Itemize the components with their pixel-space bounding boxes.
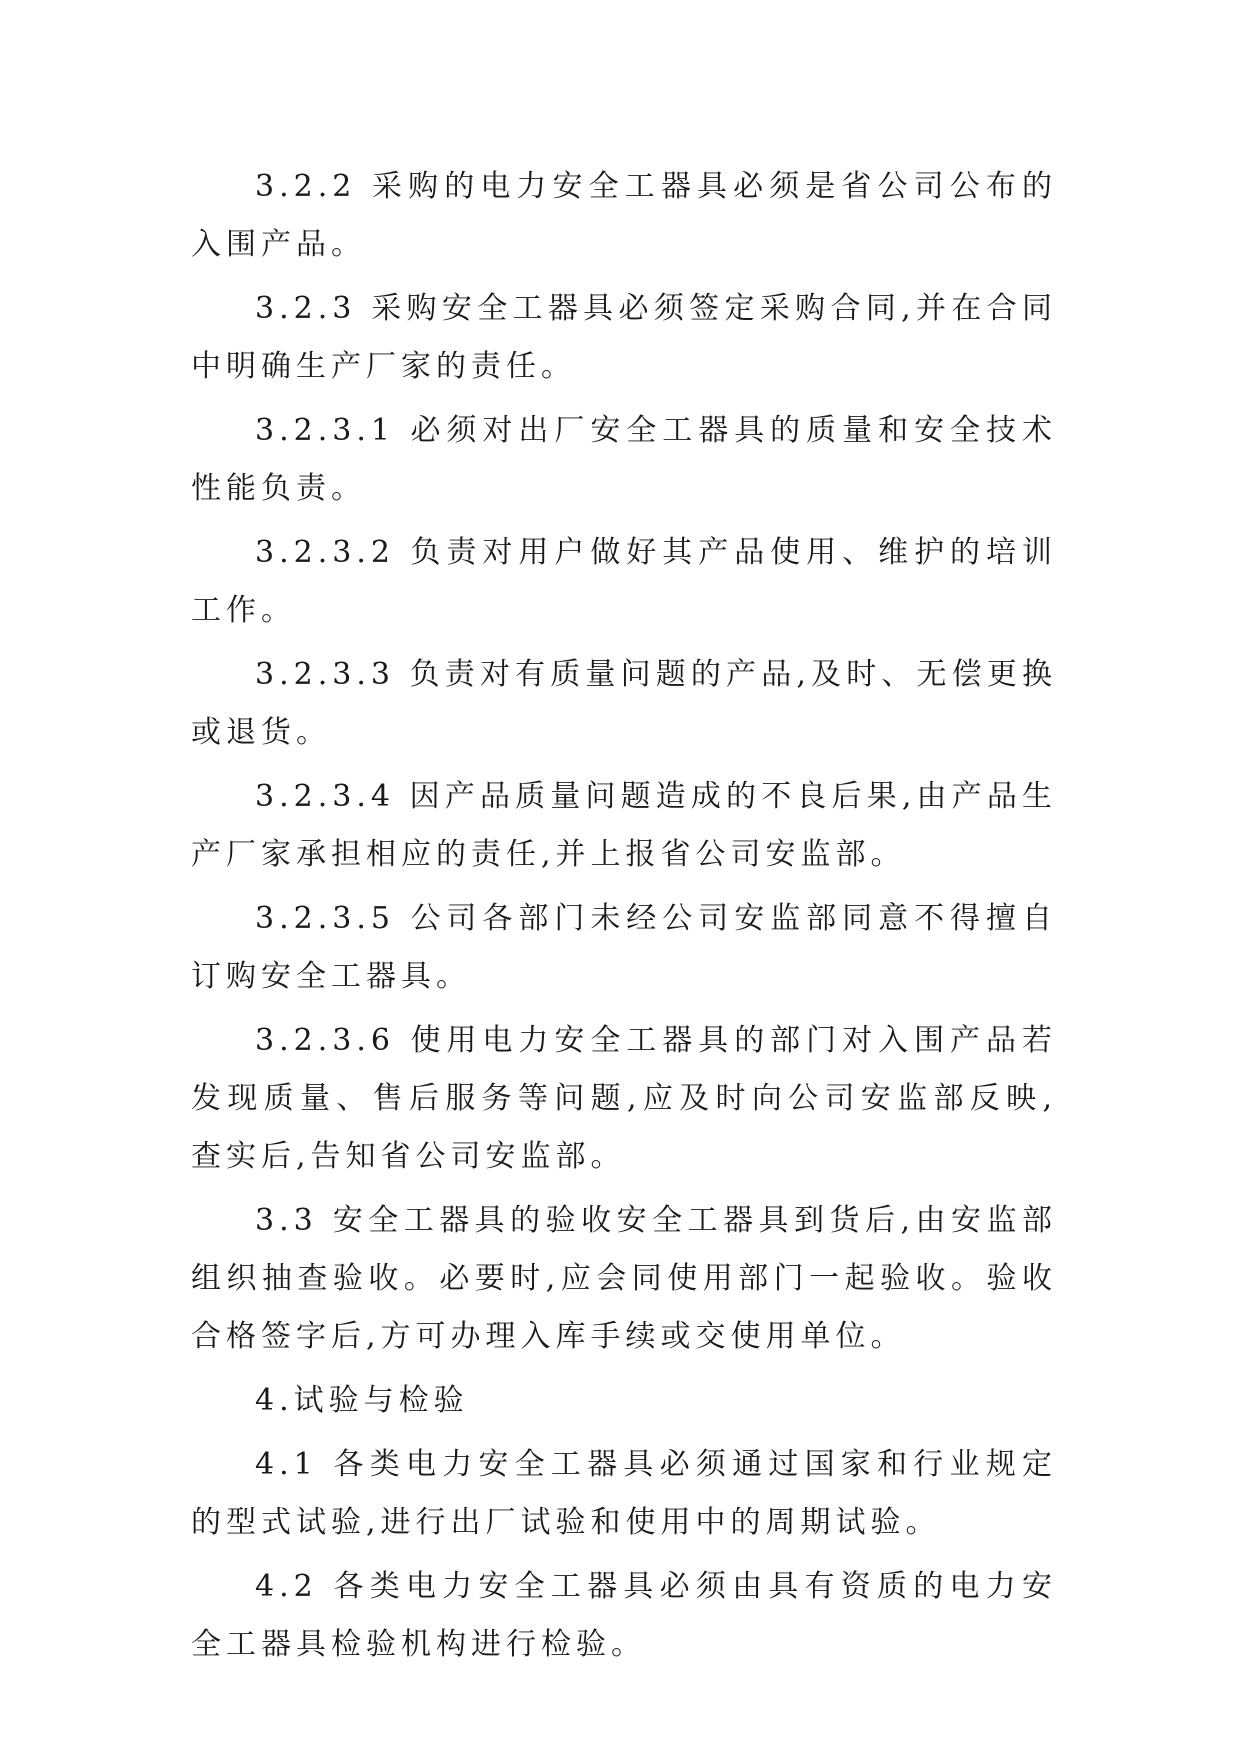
document-page bbox=[191, 158, 1057, 1680]
clause-3-2-3: 3.2.3 采购安全工器具必须签定采购合同,并在合同中明确生产厂家的责任。 bbox=[191, 291, 1057, 384]
clause-3-2-3-1: 3.2.3.1 必须对出厂安全工器具的质量和安全技术性能负责。 bbox=[191, 413, 1057, 506]
section-heading-4: 4.试验与检验 bbox=[255, 1383, 469, 1418]
clause-3-2-3-5: 3.2.3.5 公司各部门未经公司安监部同意不得擅自订购安全工器具。 bbox=[191, 901, 1057, 994]
clause-4-2: 4.2 各类电力安全工器具必须由具有资质的电力安全工器具检验机构进行检验。 bbox=[191, 1569, 1057, 1662]
clause-3-2-2: 3.2.2 采购的电力安全工器具必须是省公司公布的入围产品。 bbox=[191, 169, 1057, 262]
clause-3-3: 3.3 安全工器具的验收安全工器具到货后,由安监部组织抽查验收。必要时,应会同使用部门一起验收。验收合格签字后,方可办理入库手续或交使用单位。 bbox=[191, 1203, 1057, 1354]
clause-3-2-3-6: 3.2.3.6 使用电力安全工器具的部门对入围产品若发现质量、售后服务等问题,应及时向公司安监部反映,查实后,告知省公司安监部。 bbox=[191, 1023, 1057, 1174]
clause-3-2-3-2: 3.2.3.2 负责对用户做好其产品使用、维护的培训工作。 bbox=[191, 535, 1057, 628]
clause-4-1: 4.1 各类电力安全工器具必须通过国家和行业规定的型式试验,进行出厂试验和使用中的周期试验。 bbox=[191, 1447, 1057, 1540]
clause-3-2-3-3: 3.2.3.3 负责对有质量问题的产品,及时、无偿更换或退货。 bbox=[191, 657, 1057, 750]
clause-3-2-3-4: 3.2.3.4 因产品质量问题造成的不良后果,由产品生产厂家承担相应的责任,并上报省公司安监部。 bbox=[191, 779, 1057, 872]
